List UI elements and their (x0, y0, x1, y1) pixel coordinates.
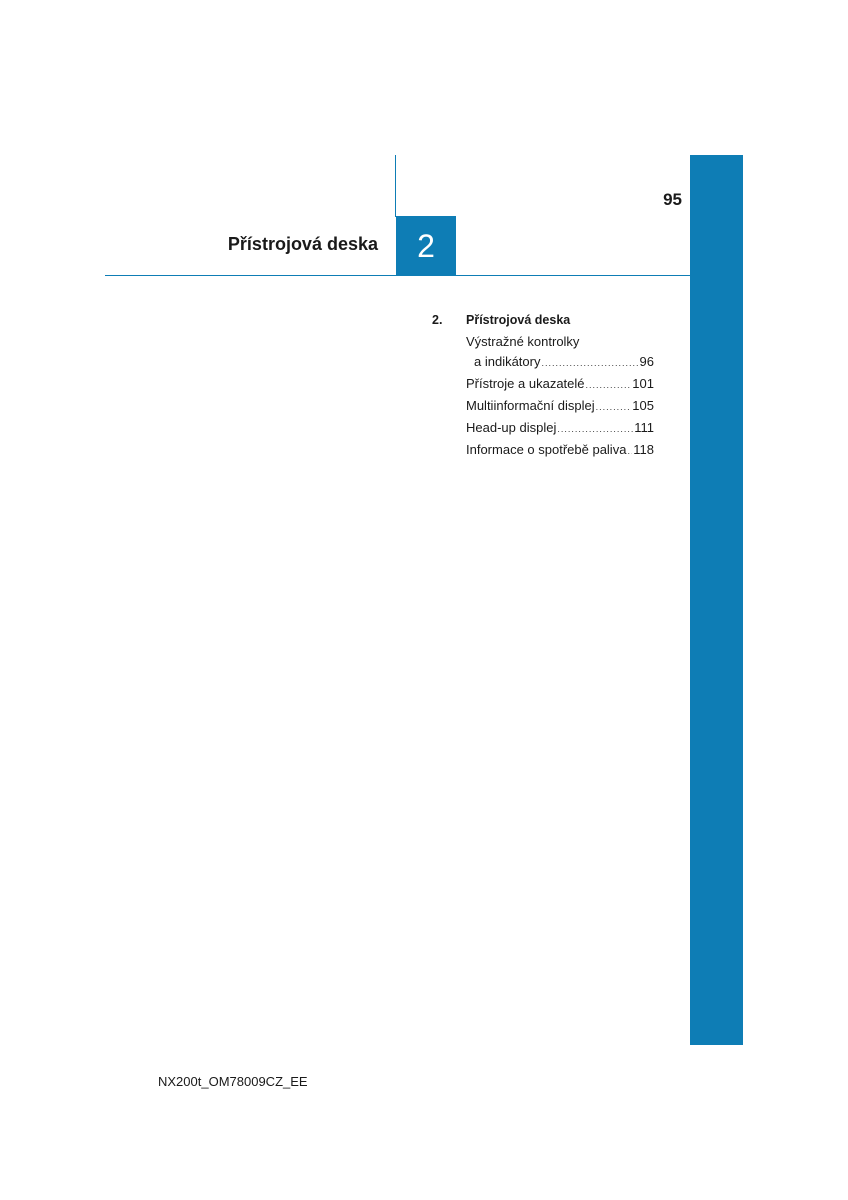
toc-entry-title: Přístroje a ukazatelé (466, 376, 585, 391)
toc-leader-dots (627, 440, 632, 462)
chapter-side-tab (690, 155, 743, 1045)
page-number: 95 (663, 190, 682, 209)
toc-entry[interactable] (466, 417, 654, 439)
toc-entry[interactable] (466, 333, 654, 351)
toc-leader-dots (586, 374, 632, 396)
toc-entry-page: 101 (632, 376, 654, 391)
toc-entry-page: 96 (639, 354, 654, 369)
chapter-title: Přístrojová deska (227, 234, 378, 254)
toc-entry-title: a indikátory (474, 354, 541, 369)
toc-entry-continuation[interactable] (466, 351, 654, 373)
toc-entry[interactable] (466, 439, 654, 461)
toc-entry-title: Head-up displej (466, 420, 557, 435)
vertical-divider (395, 155, 396, 217)
toc-entry-page: 105 (632, 398, 654, 413)
toc-section-title: Přístrojová deska (466, 313, 571, 327)
toc-entry[interactable] (466, 373, 654, 395)
toc-section-heading (432, 313, 654, 327)
toc-entry-page: 118 (633, 442, 654, 457)
table-of-contents (432, 313, 654, 461)
toc-entry-title: Multiinformační displej (466, 398, 595, 413)
chapter-number-badge: 2 (396, 216, 456, 276)
toc-leader-dots (596, 396, 632, 418)
toc-entry-title: Výstražné kontrolky (466, 334, 580, 349)
document-code: NX200t_OM78009CZ_EE (158, 1074, 308, 1089)
toc-entry[interactable] (466, 395, 654, 417)
toc-entry-title: Informace o spotřebě paliva (466, 442, 627, 457)
toc-leader-dots (541, 352, 638, 374)
toc-entry-page: 111 (634, 420, 654, 435)
toc-entries (432, 333, 654, 461)
toc-section-number: 2. (432, 313, 443, 327)
toc-leader-dots (557, 418, 633, 440)
